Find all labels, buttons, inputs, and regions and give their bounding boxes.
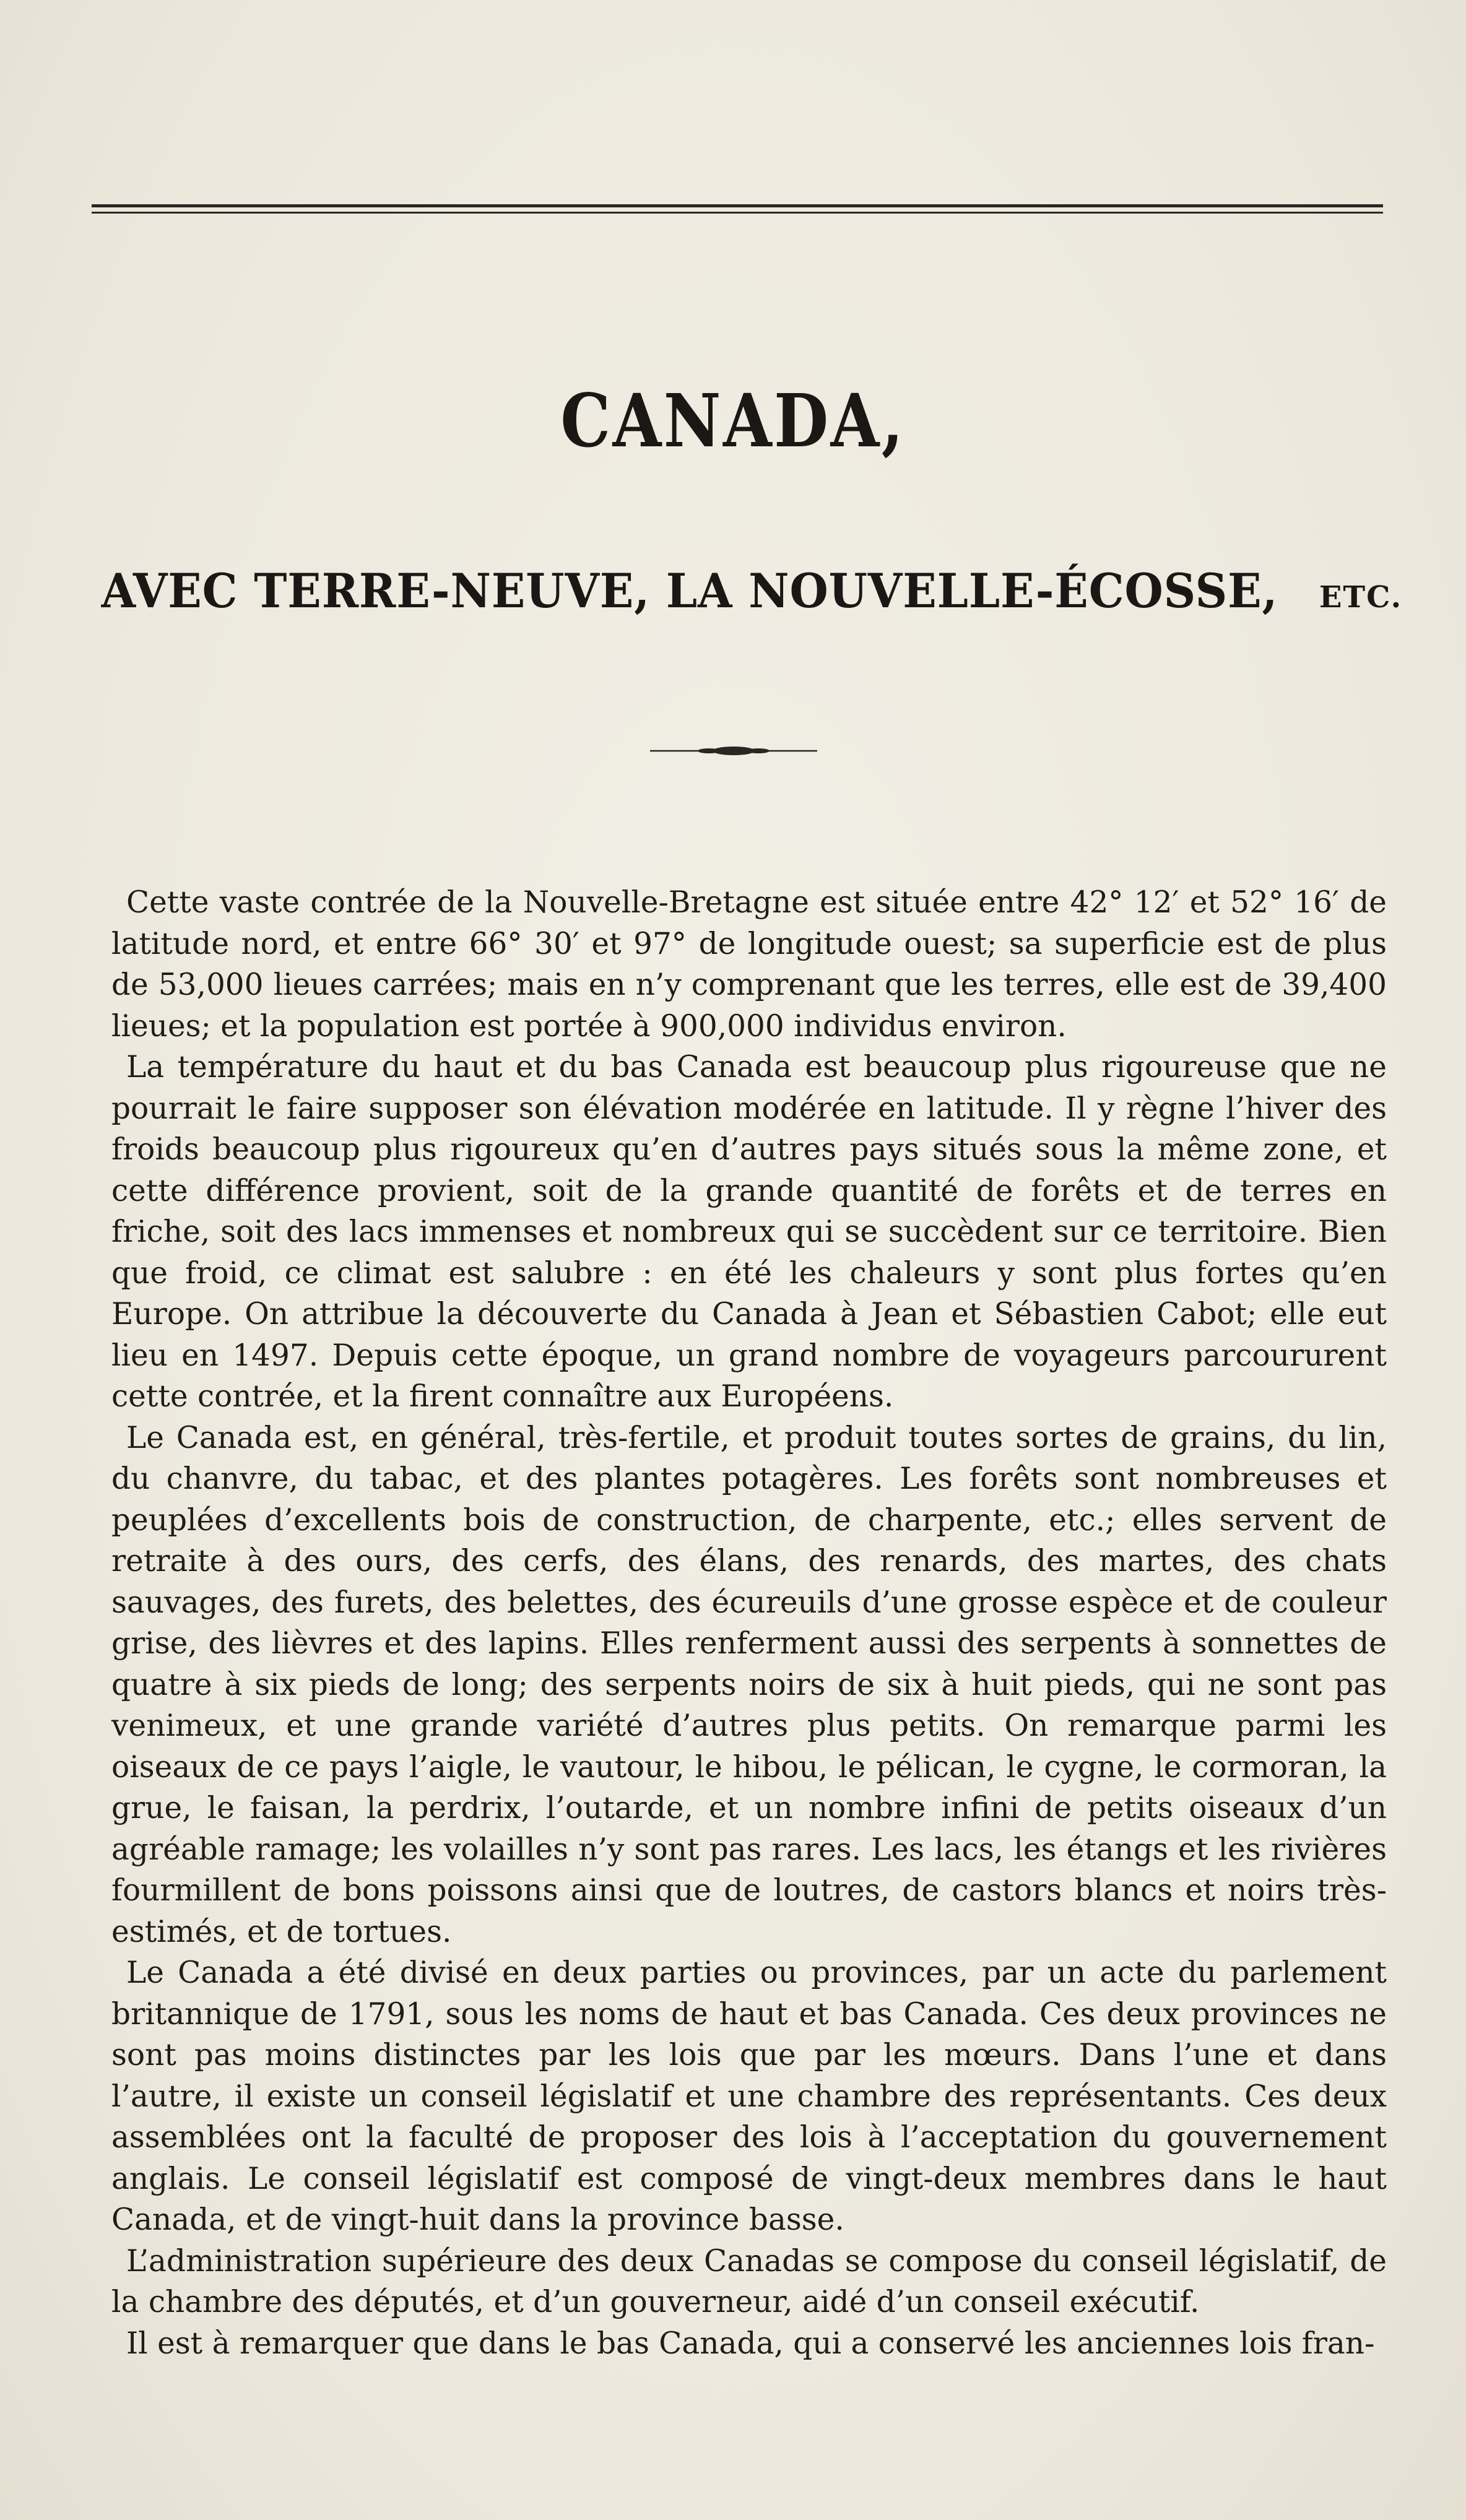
paragraph: L’administration supérieure des deux Canadas se compose du conseil législatif, de la chambre des députés, et d’un gouverneur, aidé d’un conseil exécutif. (111, 2243, 1387, 2319)
paragraph: Le Canada est, en général, très-fertile, et produit toutes sortes de grains, du lin, du chanvre, du tabac, et des plantes potagères. Les forêts sont nombreuses et peuplées d’excellents bois de construction, de charpente, etc.; elles servent de retraite à des ours, des cerfs, des élans, des renards, des martes, des chats sauvages, des furets, des belettes, des écureuils d’une grosse espèce et de couleur grise, des lièvres et des lapins. Elles renferment aussi des serpents à sonnettes de quatre à six pieds de long; des serpents noirs de six à huit pieds, qui ne sont pas venimeux, et une grande variété d’autres plus petits. On remarque parmi les oiseaux de ce pays l’aigle, le vautour, le hibou, le pélican, le cygne, le cormoran, la grue, le faisan, la perdrix, l’outarde, et un nombre infini de petits oiseaux d’un agréable ramage; les volailles n’y sont pas rares. Les lacs, les étangs et les rivières fourmillent de bons poissons ainsi que de loutres, de castors blancs et noirs très-estimés, et de tortues. (111, 1420, 1387, 1949)
ornament-divider (650, 742, 817, 760)
subtitle-text: AVEC TERRE-NEUVE, LA NOUVELLE-ÉCOSSE, (101, 563, 1278, 618)
header-double-rule-bottom (92, 212, 1383, 214)
paragraph: Le Canada a été divisé en deux parties ou provinces, par un acte du parlement britannique de 1791, sous les noms de haut et bas Canada. Ces deux provinces ne sont pas moins distinctes par les lois que par les mœurs. Dans l’une et dans l’autre, il existe un conseil législatif et une chambre des représentants. Ces deux assemblées ont la faculté de proposer des lois à l’acceptation du gouvernement anglais. Le conseil législatif est composé de vingt-deux membres dans le haut Canada, et de vingt-huit dans la province basse. (111, 1955, 1387, 2237)
paragraph: Il est à remarquer que dans le bas Canada, qui a conservé les anciennes lois fran- (126, 2326, 1375, 2361)
page-title: CANADA, (560, 378, 906, 464)
article-body (111, 882, 1387, 2364)
paragraph: La température du haut et du bas Canada est beaucoup plus rigoureuse que ne pourrait le faire supposer son élévation modérée en latitude. Il y règne l’hiver des froids beaucoup plus rigoureux qu’en d’autres pays situés sous la même zone, et cette différence provient, soit de la grande quantité de forêts et de terres en friche, soit des lacs immenses et nombreux qui se succèdent sur ce territoire. Bien que froid, ce climat est salubre : en été les chaleurs y sont plus fortes qu’en Europe. On attribue la découverte du Canada à Jean et Sébastien Cabot; elle eut lieu en 1497. Depuis cette époque, un grand nombre de voyageurs parcoururent cette contrée, et la firent connaître aux Européens. (111, 1050, 1387, 1414)
subtitle-etc: ETC. (1319, 580, 1403, 615)
paragraph: Cette vaste contrée de la Nouvelle-Bretagne est située entre 42° 12′ et 52° 16′ de latitude nord, et entre 66° 30′ et 97° de longitude ouest; sa superficie est de plus de 53,000 lieues carrées; mais en n’y comprenant que les terres, elle est de 39,400 lieues; et la population est portée à 900,000 individus environ. (111, 885, 1387, 1044)
page-subtitle (0, 563, 1466, 618)
header-double-rule-top (92, 204, 1383, 207)
